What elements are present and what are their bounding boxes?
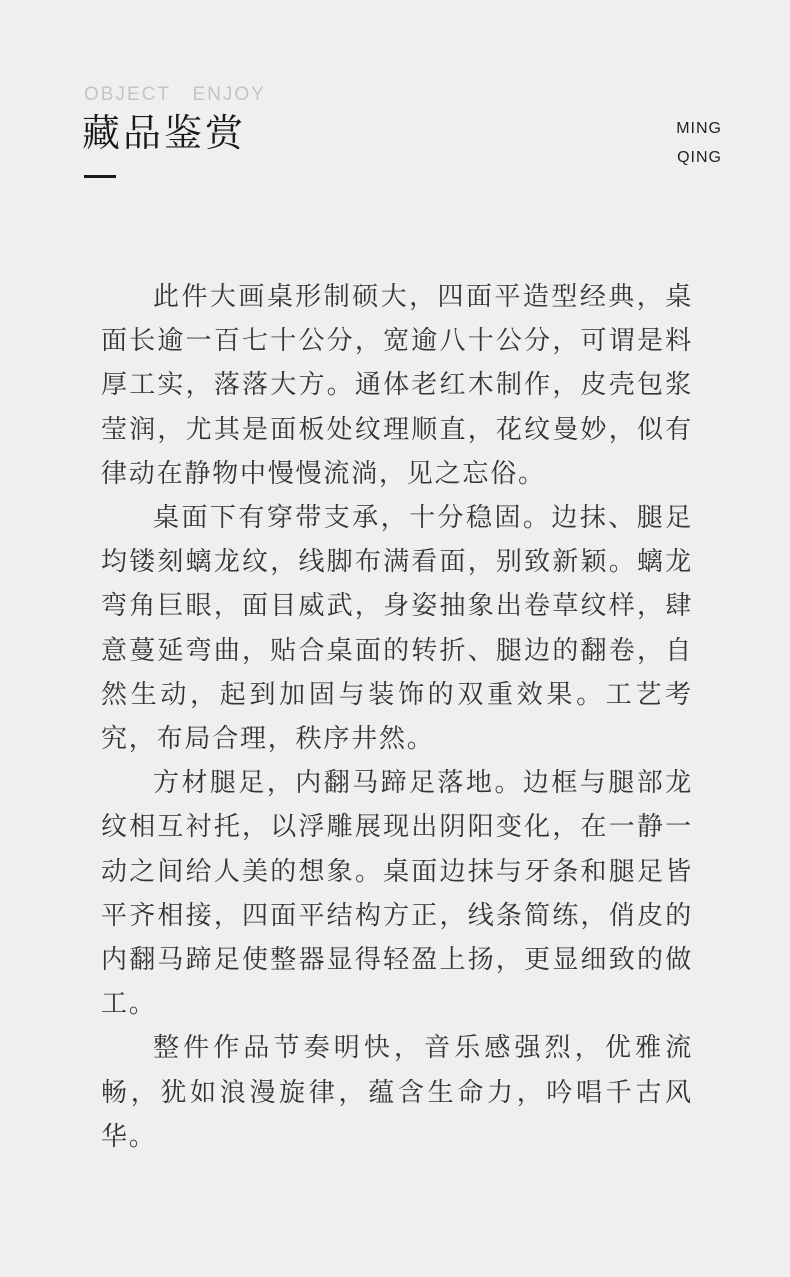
article-paragraph-2: 桌面下有穿带支承，十分稳固。边抹、腿足均镂刻螭龙纹，线脚布满看面，别致新颖。螭龙弯角巨眼，面目威武，身姿抽象出卷草纹样，肆意蔓延弯曲，贴合桌面的转折、腿边的翻卷，自然生动，起到加固与装饰的双重效果。工艺考究，布局合理，秩序井然。 — [101, 503, 693, 755]
article-paragraph-4: 整件作品节奏明快，音乐感强烈，优雅流畅，犹如浪漫旋律，蕴含生命力，吟唱千古风华。 — [101, 1033, 693, 1152]
article-body — [101, 275, 693, 1159]
title-underline — [84, 175, 116, 178]
side-label-qing: QING — [677, 149, 722, 166]
header-subtitle: OBJECT ENJOY — [84, 84, 266, 105]
page-title: 藏品鉴赏 — [82, 111, 247, 155]
article-paragraph-1: 此件大画桌形制硕大，四面平造型经典，桌面长逾一百七十公分，宽逾八十公分，可谓是料厚工实，落落大方。通体老红木制作，皮壳包浆莹润，尤其是面板处纹理顺直，花纹曼妙，似有律动在静物中慢慢流淌，见之忘俗。 — [101, 282, 693, 489]
side-label — [676, 114, 722, 172]
side-label-ming: MING — [676, 120, 722, 137]
article-paragraph-3: 方材腿足，内翻马蹄足落地。边框与腿部龙纹相互衬托，以浮雕展现出阴阳变化，在一静一动之间给人美的想象。桌面边抹与牙条和腿足皆平齐相接，四面平结构方正，线条简练，俏皮的内翻马蹄足使整器显得轻盈上扬，更显细致的做工。 — [101, 768, 693, 1020]
